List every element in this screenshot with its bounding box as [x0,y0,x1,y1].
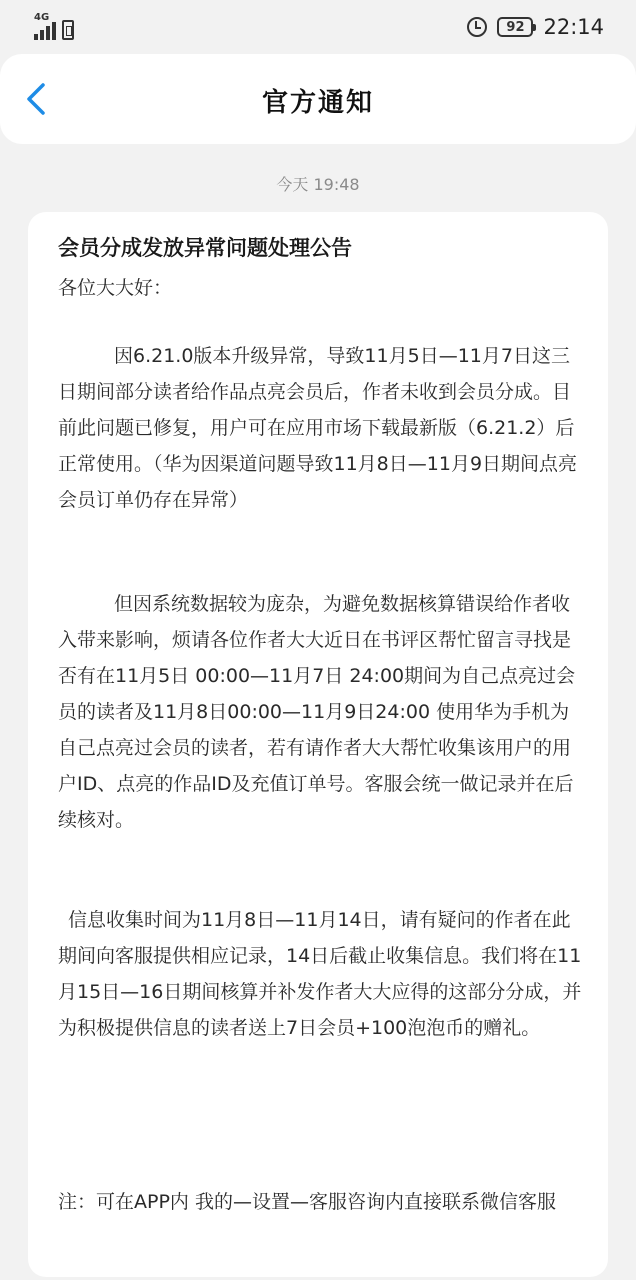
status-time: 22:14 [543,15,604,39]
message-title: 会员分成发放异常问题处理公告 [58,236,352,260]
app-header [0,54,636,144]
message-paragraph-1: 因6.21.0版本升级异常，导致11月5日—11月7日这三日期间部分读者给作品点亮会员后，作者未收到会员分成。目前此问题已修复，用户可在应用市场下载最新版（6.21.2）后正常使用。（华为因渠道问题导致11月8日—11月9日期间点亮会员订单仍存在异常） [58,345,578,511]
status-bar [0,0,636,54]
message-note: 注：可在APP内 我的—设置—客服咨询内直接联系微信客服 [58,1191,556,1213]
message-card [28,212,608,1277]
alarm-icon [467,17,487,37]
battery-icon [497,17,533,37]
message-greeting: 各位大大好： [58,277,173,299]
message-timestamp: 今天 19:48 [276,175,360,194]
status-right [467,12,604,42]
message-paragraph-2: 但因系统数据较为庞杂，为避免数据核算错误给作者收入带来影响，烦请各位作者大大近日在书评区帮忙留言寻找是否有在11月5日 00:00—11月7日 24:00期间为自己点亮过会员的读者及11月8日00:00—11月9日24:00 使用华为手机为自己点亮过会员的读者，若有请作者大大帮忙收集该用户的用户ID、点亮的作品ID及充值订单号。客服会统一做记录并在后续核对。 [58,593,576,831]
sim-card-icon [62,20,74,40]
network-type-label: 4G [34,12,50,23]
network-status [34,14,74,40]
battery-level: 92 [506,19,525,35]
page-title: 官方通知 [261,88,374,118]
message-paragraph-3: 信息收集时间为11月8日—11月14日，请有疑问的作者在此期间向客服提供相应记录，14日后截止收集信息。我们将在11月15日—16日期间核算并补发作者大大应得的这部分分成，并为积极提供信息的读者送上7日会员+100泡泡币的赠礼。 [58,909,582,1039]
signal-icon [34,22,56,40]
